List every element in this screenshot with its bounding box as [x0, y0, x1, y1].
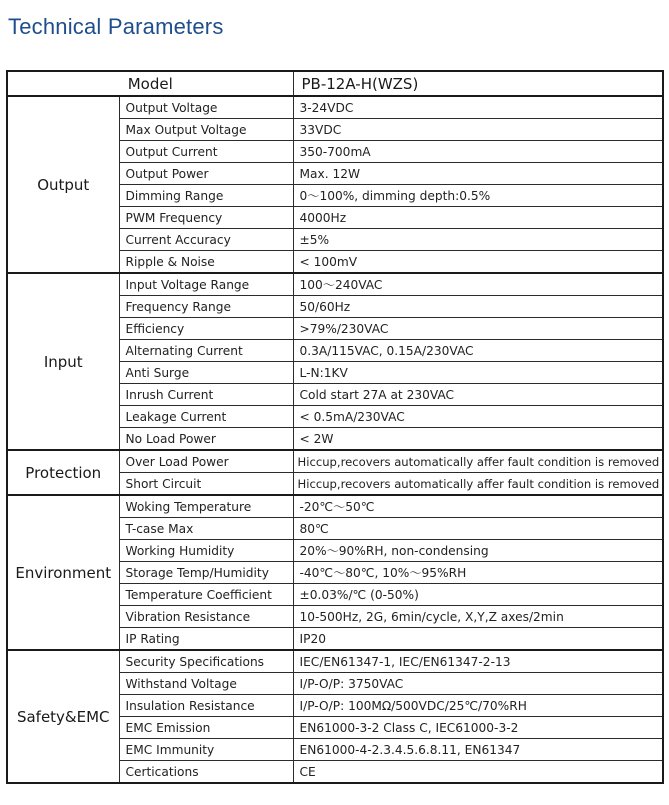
- value-cell: I/P-O/P: 100MΩ/500VDC/25℃/70%RH: [293, 695, 663, 717]
- param-cell: Efficiency: [119, 318, 293, 340]
- param-cell: Woking Temperature: [119, 495, 293, 518]
- param-cell: Ripple & Noise: [119, 251, 293, 274]
- value-cell: 20%～90%RH, non-condensing: [293, 540, 663, 562]
- param-cell: Vibration Resistance: [119, 606, 293, 628]
- param-cell: Certications: [119, 761, 293, 784]
- model-label: Model: [7, 71, 293, 96]
- header-row: [7, 71, 663, 96]
- param-cell: Over Load Power: [119, 450, 293, 473]
- param-cell: Dimming Range: [119, 185, 293, 207]
- value-cell: EN61000-3-2 Class C, IEC61000-3-2: [293, 717, 663, 739]
- value-cell: ±0.03%/℃ (0-50%): [293, 584, 663, 606]
- spec-body: [7, 96, 663, 783]
- param-cell: Output Power: [119, 163, 293, 185]
- param-cell: Temperature Coefficient: [119, 584, 293, 606]
- value-cell: < 0.5mA/230VAC: [293, 406, 663, 428]
- value-cell: < 100mV: [293, 251, 663, 274]
- param-cell: No Load Power: [119, 428, 293, 451]
- value-cell: Max. 12W: [293, 163, 663, 185]
- param-cell: Max Output Voltage: [119, 119, 293, 141]
- param-cell: Current Accuracy: [119, 229, 293, 251]
- page-title: Technical Parameters: [8, 14, 224, 39]
- value-cell: 33VDC: [293, 119, 663, 141]
- param-cell: Withstand Voltage: [119, 673, 293, 695]
- value-cell: 10-500Hz, 2G, 6min/cycle, X,Y,Z axes/2min: [293, 606, 663, 628]
- value-cell: IP20: [293, 628, 663, 651]
- param-cell: Insulation Resistance: [119, 695, 293, 717]
- spec-table: [6, 70, 664, 784]
- value-cell: Hiccup,recovers automatically affer fault condition is removed: [293, 450, 663, 473]
- param-cell: Output Current: [119, 141, 293, 163]
- value-cell: CE: [293, 761, 663, 784]
- value-cell: Hiccup,recovers automatically affer fault condition is removed: [293, 473, 663, 496]
- param-cell: IP Rating: [119, 628, 293, 651]
- group-label: Protection: [7, 450, 119, 495]
- value-cell: 0.3A/115VAC, 0.15A/230VAC: [293, 340, 663, 362]
- param-cell: Storage Temp/Humidity: [119, 562, 293, 584]
- value-cell: -20℃～50℃: [293, 495, 663, 518]
- table-row: [7, 450, 663, 473]
- param-cell: EMC Immunity: [119, 739, 293, 761]
- value-cell: 3-24VDC: [293, 96, 663, 119]
- group-label: Safety&EMC: [7, 650, 119, 783]
- value-cell: -40℃～80℃, 10%～95%RH: [293, 562, 663, 584]
- param-cell: PWM Frequency: [119, 207, 293, 229]
- value-cell: ±5%: [293, 229, 663, 251]
- group-label: Input: [7, 273, 119, 450]
- param-cell: Leakage Current: [119, 406, 293, 428]
- value-cell: L-N:1KV: [293, 362, 663, 384]
- param-cell: Frequency Range: [119, 296, 293, 318]
- value-cell: 350-700mA: [293, 141, 663, 163]
- model-value: PB-12A-H(WZS): [293, 71, 663, 96]
- param-cell: Output Voltage: [119, 96, 293, 119]
- value-cell: IEC/EN61347-1, IEC/EN61347-2-13: [293, 650, 663, 673]
- value-cell: 100～240VAC: [293, 273, 663, 296]
- value-cell: Cold start 27A at 230VAC: [293, 384, 663, 406]
- param-cell: Input Voltage Range: [119, 273, 293, 296]
- param-cell: EMC Emission: [119, 717, 293, 739]
- param-cell: Security Specifications: [119, 650, 293, 673]
- value-cell: < 2W: [293, 428, 663, 451]
- param-cell: Anti Surge: [119, 362, 293, 384]
- param-cell: Alternating Current: [119, 340, 293, 362]
- value-cell: >79%/230VAC: [293, 318, 663, 340]
- table-row: [7, 650, 663, 673]
- table-row: [7, 96, 663, 119]
- value-cell: EN61000-4-2.3.4.5.6.8.11, EN61347: [293, 739, 663, 761]
- param-cell: Short Circuit: [119, 473, 293, 496]
- table-row: [7, 495, 663, 518]
- param-cell: Inrush Current: [119, 384, 293, 406]
- value-cell: 0～100%, dimming depth:0.5%: [293, 185, 663, 207]
- param-cell: T-case Max: [119, 518, 293, 540]
- table-row: [7, 273, 663, 296]
- value-cell: 4000Hz: [293, 207, 663, 229]
- value-cell: 50/60Hz: [293, 296, 663, 318]
- group-label: Environment: [7, 495, 119, 650]
- param-cell: Working Humidity: [119, 540, 293, 562]
- value-cell: I/P-O/P: 3750VAC: [293, 673, 663, 695]
- group-label: Output: [7, 96, 119, 273]
- value-cell: 80℃: [293, 518, 663, 540]
